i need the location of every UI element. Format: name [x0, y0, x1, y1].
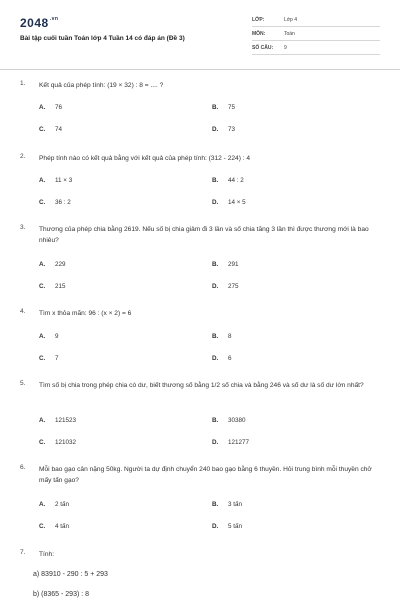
option-text: 275 [228, 283, 239, 290]
logo-suffix: .vn [49, 16, 59, 22]
option-b[interactable] [212, 333, 232, 340]
question-text: Tính: [39, 551, 55, 558]
option-d[interactable] [212, 439, 249, 446]
option-letter: C. [39, 283, 46, 290]
option-letter: A. [39, 104, 46, 111]
option-text: 5 tấn [228, 523, 243, 530]
option-letter: C. [39, 355, 46, 362]
question-number: 6. [20, 464, 26, 471]
option-letter: B. [212, 261, 219, 268]
calc-item-b: b) (8365 - 293) : 8 [33, 591, 90, 598]
option-letter: D. [212, 126, 219, 133]
option-text: 215 [55, 283, 66, 290]
option-text: 36 : 2 [55, 199, 71, 206]
option-c[interactable] [39, 523, 69, 530]
meta-label: MÔN: [252, 31, 266, 37]
option-c[interactable] [39, 126, 62, 133]
meta-value: Lớp 4 [284, 17, 298, 23]
meta-value: Toán [284, 31, 295, 37]
option-letter: A. [39, 177, 46, 184]
option-text: 7 [55, 355, 59, 362]
option-b[interactable] [212, 177, 244, 184]
option-letter: C. [39, 199, 46, 206]
option-text: 121277 [228, 439, 250, 446]
option-letter: B. [212, 177, 219, 184]
question-text: Phép tính nào có kết quả bằng với kết quả của phép tính: (312 - 224) : 4 [39, 155, 251, 162]
option-letter: A. [39, 417, 46, 424]
meta-label: LỚP: [252, 17, 265, 23]
option-a[interactable] [39, 417, 76, 424]
question-number: 7. [20, 549, 26, 556]
option-d[interactable] [212, 199, 246, 206]
option-text: 6 [228, 355, 232, 362]
option-text: 73 [228, 126, 236, 133]
meta-value: 9 [284, 45, 287, 51]
option-letter: B. [212, 333, 219, 340]
meta-label: SỐ CÂU: [252, 45, 274, 51]
site-logo[interactable] [20, 16, 58, 30]
option-a[interactable] [39, 261, 66, 268]
question-number: 3. [20, 224, 26, 231]
option-a[interactable] [39, 333, 59, 340]
option-letter: C. [39, 523, 46, 530]
meta-row-subject [252, 31, 380, 41]
option-c[interactable] [39, 439, 76, 446]
option-b[interactable] [212, 501, 242, 508]
document-title: Bài tập cuối tuần Toán lớp 4 Tuần 14 có đáp án (Đề 3) [20, 35, 185, 42]
option-text: 2 tấn [55, 501, 70, 508]
option-letter: D. [212, 355, 219, 362]
question-number: 5. [20, 380, 26, 387]
option-a[interactable] [39, 177, 72, 184]
option-text: 75 [228, 104, 236, 111]
option-b[interactable] [212, 104, 235, 111]
option-d[interactable] [212, 283, 239, 290]
option-b[interactable] [212, 417, 246, 424]
option-text: 229 [55, 261, 66, 268]
option-a[interactable] [39, 104, 62, 111]
option-d[interactable] [212, 523, 242, 530]
option-text: 121032 [55, 439, 77, 446]
option-text: 8 [228, 333, 232, 340]
question-text: Tìm x thỏa mãn: 96 : (x × 2) = 6 [39, 310, 132, 317]
option-letter: D. [212, 283, 219, 290]
option-a[interactable] [39, 501, 69, 508]
option-text: 3 tấn [228, 501, 243, 508]
question-text: Thương của phép chia bằng 2619. Nếu số bị chia giảm đi 3 lần và số chia tăng 3 lần thì được thương mới là bao nhiêu? [39, 226, 369, 245]
option-text: 44 : 2 [228, 177, 244, 184]
option-text: 74 [55, 126, 63, 133]
meta-row-count [252, 45, 380, 55]
option-letter: A. [39, 333, 46, 340]
question-text: Kết quả của phép tính: (19 × 32) : 8 = .... ? [39, 82, 164, 89]
option-text: 11 × 3 [55, 177, 73, 184]
option-text: 4 tấn [55, 523, 70, 530]
question-number: 2. [20, 153, 26, 160]
option-letter: B. [212, 417, 219, 424]
option-c[interactable] [39, 355, 59, 362]
option-c[interactable] [39, 199, 71, 206]
option-text: 291 [228, 261, 239, 268]
option-letter: C. [39, 126, 46, 133]
meta-row-class [252, 17, 380, 27]
option-letter: D. [212, 439, 219, 446]
document-header [0, 0, 400, 70]
option-d[interactable] [212, 126, 235, 133]
option-text: 14 × 5 [228, 199, 246, 206]
header-divider [0, 69, 400, 70]
option-letter: B. [212, 104, 219, 111]
option-c[interactable] [39, 283, 66, 290]
option-text: 9 [55, 333, 59, 340]
question-number: 4. [20, 308, 26, 315]
option-letter: A. [39, 501, 46, 508]
question-text: Mỗi bao gạo cân nặng 50kg. Người ta dự định chuyển 240 bao gạo bằng 6 thuyền. Hỏi trung bình mỗi thuyền chở mấy tấn gạo? [39, 466, 372, 485]
logo-text: 2048 [20, 16, 49, 30]
option-b[interactable] [212, 261, 239, 268]
option-letter: B. [212, 501, 219, 508]
option-letter: D. [212, 199, 219, 206]
option-d[interactable] [212, 355, 232, 362]
question-number: 1. [20, 80, 26, 87]
option-letter: D. [212, 523, 219, 530]
option-letter: A. [39, 261, 46, 268]
option-text: 76 [55, 104, 63, 111]
question-text: Tìm số bị chia trong phép chia có dư, biết thương số bằng 1/2 số chia và bằng 246 và số dư là số dư lớn nhất? [39, 382, 364, 389]
calc-item-a: a) 83910 - 290 : 5 + 293 [33, 571, 108, 578]
option-text: 30380 [228, 417, 246, 424]
option-letter: C. [39, 439, 46, 446]
option-text: 121523 [55, 417, 77, 424]
